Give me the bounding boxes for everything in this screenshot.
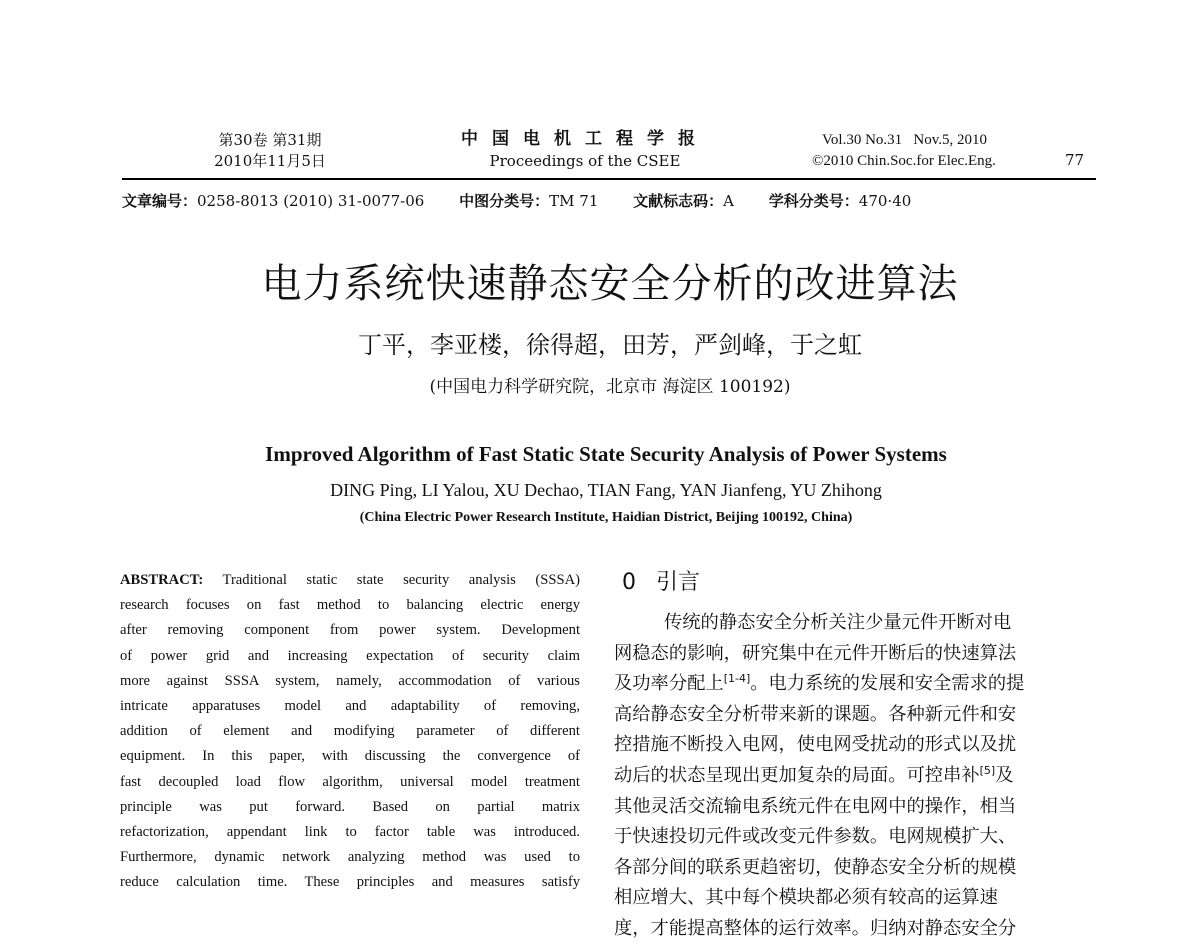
- journal-volume-info: [812, 130, 1052, 172]
- abstract-line: refactorization, appendant link to factor table was introduced.: [120, 823, 580, 840]
- authors-cn: 丁平，李亚楼，徐得超，田芳，严剑峰，于之虹: [358, 331, 862, 359]
- abstract-line: after removing component from power system. Development: [120, 622, 580, 639]
- body-line: 动后的状态呈现出更加复杂的局面。可控串补[5]及: [614, 763, 1014, 786]
- authors-en: DING Ping, LI Yalou, XU Dechao, TIAN Fang, YAN Jianfeng, YU Zhihong: [330, 480, 882, 500]
- body-line: 其他灵活交流输电系统元件在电网中的操作，相当: [614, 795, 1017, 817]
- abstract-line: more against SSSA system, namely, accommodation of various: [120, 672, 580, 689]
- body-line: 相应增大、其中每个模块都必须有较高的运算速: [614, 887, 998, 909]
- body-line: 传统的静态安全分析关注少量元件开断对电: [664, 612, 1012, 633]
- article-number: 文章编号：0258-8013 (2010) 31-0077-06: [122, 192, 425, 210]
- paper-title-cn: 电力系统快速静态安全分析的改进算法: [261, 261, 959, 307]
- abstract-line: Furthermore, dynamic network analyzing method was used to: [120, 849, 580, 866]
- header-rule: [122, 178, 1096, 180]
- body-line: 于快速投切元件或改变元件参数。电网规模扩大、: [614, 826, 1017, 848]
- abstract-label: ABSTRACT:: [120, 572, 204, 588]
- body-line: 各部分间的联系更趋密切，使静态安全分析的规模: [614, 856, 1017, 878]
- body-line: 高给静态安全分析带来新的课题。各种新元件和安: [614, 703, 1017, 725]
- issue-volume: 第30卷 第31期: [218, 131, 322, 149]
- abstract-line: equipment. In this paper, with discussing the convergence of: [120, 748, 580, 765]
- body-line: 控措施不断投入电网，使电网受扰动的形式以及扰: [614, 734, 1017, 756]
- journal-name: [440, 128, 730, 172]
- journal-issue-info: [180, 130, 360, 172]
- paper-title-en: Improved Algorithm of Fast Static State Security Analysis of Power Systems: [265, 442, 947, 466]
- section-heading: [622, 565, 700, 596]
- document-code: 文献标志码：A: [633, 192, 734, 210]
- body-line: 度，才能提高整体的运行效率。归纳对静态安全分: [614, 917, 1017, 939]
- introduction-body: [614, 608, 1086, 945]
- citation-ref: [1-4]: [723, 672, 751, 686]
- abstract: [120, 568, 580, 895]
- body-line: 及功率分配上[1-4]。电力系统的发展和安全需求的提: [614, 672, 1025, 695]
- abstract-line: of power grid and increasing expectation of security claim: [120, 647, 580, 664]
- subject-code: 学科分类号：470·40: [768, 192, 912, 210]
- abstract-line: fast decoupled load flow algorithm, universal model treatment: [120, 773, 580, 790]
- abstract-line: principle was put forward. Based on partial matrix: [120, 798, 580, 815]
- volume-number: Vol.30 No.31 Nov.5, 2010: [822, 132, 988, 148]
- clc-number: 中图分类号：TM 71: [459, 192, 599, 210]
- section-title: 引言: [656, 570, 701, 595]
- section-number: 0: [622, 570, 636, 595]
- affiliation-cn: (中国电力科学研究院，北京市 海淀区 100192): [429, 377, 791, 397]
- abstract-line: addition of element and modifying parameter of different: [120, 723, 580, 740]
- affiliation-en: (China Electric Power Research Institute, Haidian District, Beijing 100192, China): [359, 510, 853, 525]
- classification-line: [122, 190, 941, 211]
- issue-date: 2010年11月5日: [214, 152, 326, 170]
- page-number: 77: [1065, 151, 1085, 169]
- citation-ref: [5]: [979, 763, 996, 777]
- abstract-line: research focuses on fast method to balancing electric energy: [120, 597, 580, 614]
- journal-name-en: Proceedings of the CSEE: [489, 152, 681, 170]
- body-line: 网稳态的影响，研究集中在元件开断后的快速算法: [614, 642, 1017, 664]
- abstract-line: reduce calculation time. These principles and measures satisfy: [120, 874, 580, 891]
- copyright: ©2010 Chin.Soc.for Elec.Eng.: [812, 153, 996, 169]
- abstract-line: ABSTRACT: Traditional static state security analysis (SSSA): [120, 572, 580, 588]
- journal-name-cn: 中国电机工程学报: [461, 129, 709, 149]
- abstract-line: intricate apparatuses model and adaptability of removing,: [120, 697, 580, 714]
